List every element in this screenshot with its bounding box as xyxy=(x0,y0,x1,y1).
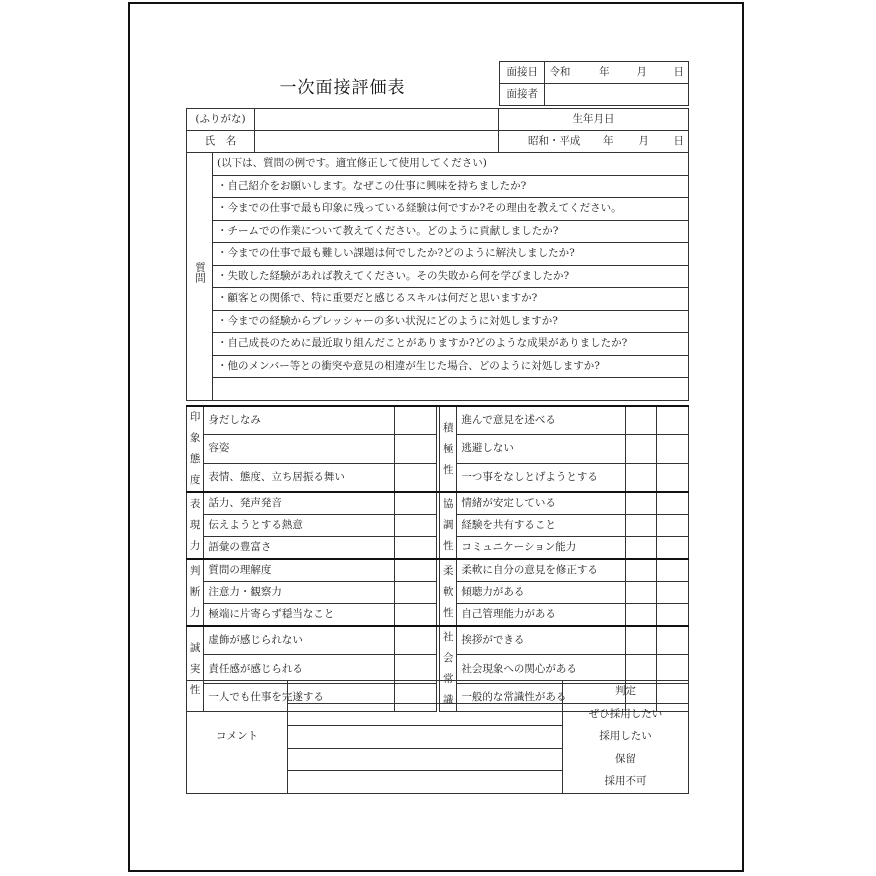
comment-line[interactable] xyxy=(288,771,563,794)
judgment-option-3[interactable]: 保留 xyxy=(563,748,689,771)
eval-item-left: 身だしなみ xyxy=(204,406,395,435)
eval-category-right: 社会常識 xyxy=(440,626,457,712)
question-row: ・今までの仕事で最も難しい課題は何でしたか?どのように解決しましたか? xyxy=(213,243,689,266)
eval-score-left[interactable] xyxy=(395,559,437,582)
eval-score-right-2[interactable] xyxy=(657,463,689,492)
question-row: ・今までの経験からプレッシャーの多い状況にどのように対処しますか? xyxy=(213,310,689,333)
eval-category-right: 協調性 xyxy=(440,492,457,559)
eval-category-right: 柔軟性 xyxy=(440,559,457,626)
comment-label: コメント xyxy=(187,681,288,794)
questions-table xyxy=(186,152,689,401)
eval-score-left[interactable] xyxy=(395,435,437,463)
eval-score-right[interactable] xyxy=(625,559,657,582)
eval-score-left[interactable] xyxy=(395,604,437,627)
eval-score-left[interactable] xyxy=(395,537,437,560)
eval-item-right: 傾聴力がある xyxy=(457,582,625,604)
eval-score-right-2[interactable] xyxy=(657,435,689,463)
name-field[interactable] xyxy=(255,131,499,153)
eval-item-right: 一つ事をなしとげようとする xyxy=(457,463,625,492)
eval-category-right: 積極性 xyxy=(440,406,457,492)
eval-item-right: 逃避しない xyxy=(457,435,625,463)
eval-gap xyxy=(436,655,439,683)
eval-item-right: 進んで意見を述べる xyxy=(457,406,625,435)
eval-category-left: 印象態度 xyxy=(187,406,204,492)
eval-score-right-2[interactable] xyxy=(657,406,689,435)
birthdate-label: 生年月日 xyxy=(499,109,689,131)
eval-score-left[interactable] xyxy=(395,582,437,604)
eval-item-right: 挨拶ができる xyxy=(457,626,625,655)
evaluation-table xyxy=(186,405,689,712)
eval-score-right-2[interactable] xyxy=(657,626,689,655)
eval-gap xyxy=(436,604,439,627)
question-row: ・チームでの作業について教えてください。どのように貢献しましたか? xyxy=(213,220,689,243)
judgment-option-4[interactable]: 採用不可 xyxy=(563,771,689,794)
eval-score-right-2[interactable] xyxy=(657,604,689,627)
question-row: (以下は、質問の例です。適宜修正して使用してください) xyxy=(213,153,689,176)
header-table xyxy=(499,61,689,106)
question-row: ・他のメンバー等との衝突や意見の相違が生じた場合、どのように対処しますか? xyxy=(213,355,689,378)
eval-category-left: 表現力 xyxy=(187,492,204,559)
birth-year-label: 年 xyxy=(603,135,614,147)
eval-score-left[interactable] xyxy=(395,406,437,435)
furigana-label: (ふりがな) xyxy=(187,109,255,131)
eval-item-left: 話力、発声発音 xyxy=(204,492,395,515)
eval-gap xyxy=(436,537,439,560)
eval-gap xyxy=(436,515,439,537)
eval-item-left: 質問の理解度 xyxy=(204,559,395,582)
eval-item-right: 情緒が安定している xyxy=(457,492,625,515)
question-row-blank[interactable] xyxy=(213,378,689,401)
eval-score-left[interactable] xyxy=(395,492,437,515)
interview-day-label: 日 xyxy=(673,66,684,78)
eval-category-left: 判断力 xyxy=(187,559,204,626)
question-row: ・今までの仕事で最も印象に残っている経験は何ですか?その理由を教えてください。 xyxy=(213,198,689,221)
eval-item-left: 注意力・観察力 xyxy=(204,582,395,604)
eval-score-left[interactable] xyxy=(395,515,437,537)
eval-score-right[interactable] xyxy=(625,492,657,515)
birth-era: 昭和・平成 xyxy=(527,135,581,147)
eval-score-right-2[interactable] xyxy=(657,655,689,683)
name-label: 氏 名 xyxy=(187,131,255,153)
eval-score-left[interactable] xyxy=(395,655,437,683)
eval-item-right: 自己管理能力がある xyxy=(457,604,625,627)
eval-score-right[interactable] xyxy=(625,582,657,604)
question-row: ・顧客との関係で、特に重要だと感じるスキルは何だと思いますか? xyxy=(213,288,689,311)
comment-line[interactable] xyxy=(288,726,563,749)
eval-item-left: 極端に片寄らず穏当なこと xyxy=(204,604,395,627)
question-row: ・失敗した経験があれば教えてください。その失敗から何を学びましたか? xyxy=(213,265,689,288)
eval-score-right[interactable] xyxy=(625,515,657,537)
furigana-field[interactable] xyxy=(255,109,499,131)
birth-month-label: 月 xyxy=(638,135,649,147)
eval-score-right[interactable] xyxy=(625,537,657,560)
eval-score-right[interactable] xyxy=(625,406,657,435)
eval-score-right[interactable] xyxy=(625,655,657,683)
eval-score-right-2[interactable] xyxy=(657,537,689,560)
eval-score-right-2[interactable] xyxy=(657,492,689,515)
interview-date-field[interactable] xyxy=(545,62,689,84)
interview-month-label: 月 xyxy=(636,66,647,78)
judgment-label: 判定 xyxy=(563,681,689,704)
eval-item-right: 柔軟に自分の意見を修正する xyxy=(457,559,625,582)
eval-score-right-2[interactable] xyxy=(657,582,689,604)
birth-day-label: 日 xyxy=(673,135,684,147)
comment-line[interactable] xyxy=(288,748,563,771)
eval-item-left: 容姿 xyxy=(204,435,395,463)
comment-line[interactable] xyxy=(288,681,563,704)
eval-item-left: 伝えようとする熱意 xyxy=(204,515,395,537)
interviewer-field[interactable] xyxy=(545,84,689,106)
eval-score-left[interactable] xyxy=(395,463,437,492)
eval-category-left: 誠実性 xyxy=(187,626,204,712)
interview-year-label: 年 xyxy=(599,66,610,78)
question-row: ・自己紹介をお願いします。なぜこの仕事に興味を持ちましたか? xyxy=(213,175,689,198)
question-row: ・自己成長のために最近取り組んだことがありますか?どのような成果がありましたか? xyxy=(213,333,689,356)
eval-item-left: 責任感が感じられる xyxy=(204,655,395,683)
interview-era: 令和 xyxy=(549,66,571,78)
eval-item-right: 経験を共有すること xyxy=(457,515,625,537)
eval-score-right-2[interactable] xyxy=(657,515,689,537)
eval-gap xyxy=(436,463,439,492)
eval-item-right: 社会現象への関心がある xyxy=(457,655,625,683)
eval-score-right[interactable] xyxy=(625,626,657,655)
eval-score-right[interactable] xyxy=(625,463,657,492)
eval-item-left: 一人でも仕事を完遂する xyxy=(204,683,395,711)
interview-date-label: 面接日 xyxy=(500,62,545,84)
questions-section-label: 質問 xyxy=(187,153,213,401)
eval-score-right[interactable] xyxy=(625,435,657,463)
birthdate-field[interactable] xyxy=(499,131,689,153)
eval-item-left: 表情、態度、立ち居振る舞い xyxy=(204,463,395,492)
comment-table xyxy=(186,680,689,794)
judgment-option-1[interactable]: ぜひ採用したい xyxy=(563,703,689,726)
judgment-option-2[interactable]: 採用したい xyxy=(563,726,689,749)
eval-score-right-2[interactable] xyxy=(657,559,689,582)
interviewer-label: 面接者 xyxy=(500,84,545,106)
eval-item-left: 語彙の豊富さ xyxy=(204,537,395,560)
eval-gap xyxy=(436,435,439,463)
comment-line[interactable] xyxy=(288,703,563,726)
eval-item-left: 虚飾が感じられない xyxy=(204,626,395,655)
eval-score-right[interactable] xyxy=(625,604,657,627)
eval-score-left[interactable] xyxy=(395,626,437,655)
eval-gap xyxy=(436,582,439,604)
eval-item-right: コミュニケーション能力 xyxy=(457,537,625,560)
form-title: 一次面接評価表 xyxy=(279,77,406,98)
person-table xyxy=(186,108,689,153)
eval-item-right: 一般的な常識性がある xyxy=(457,683,625,711)
